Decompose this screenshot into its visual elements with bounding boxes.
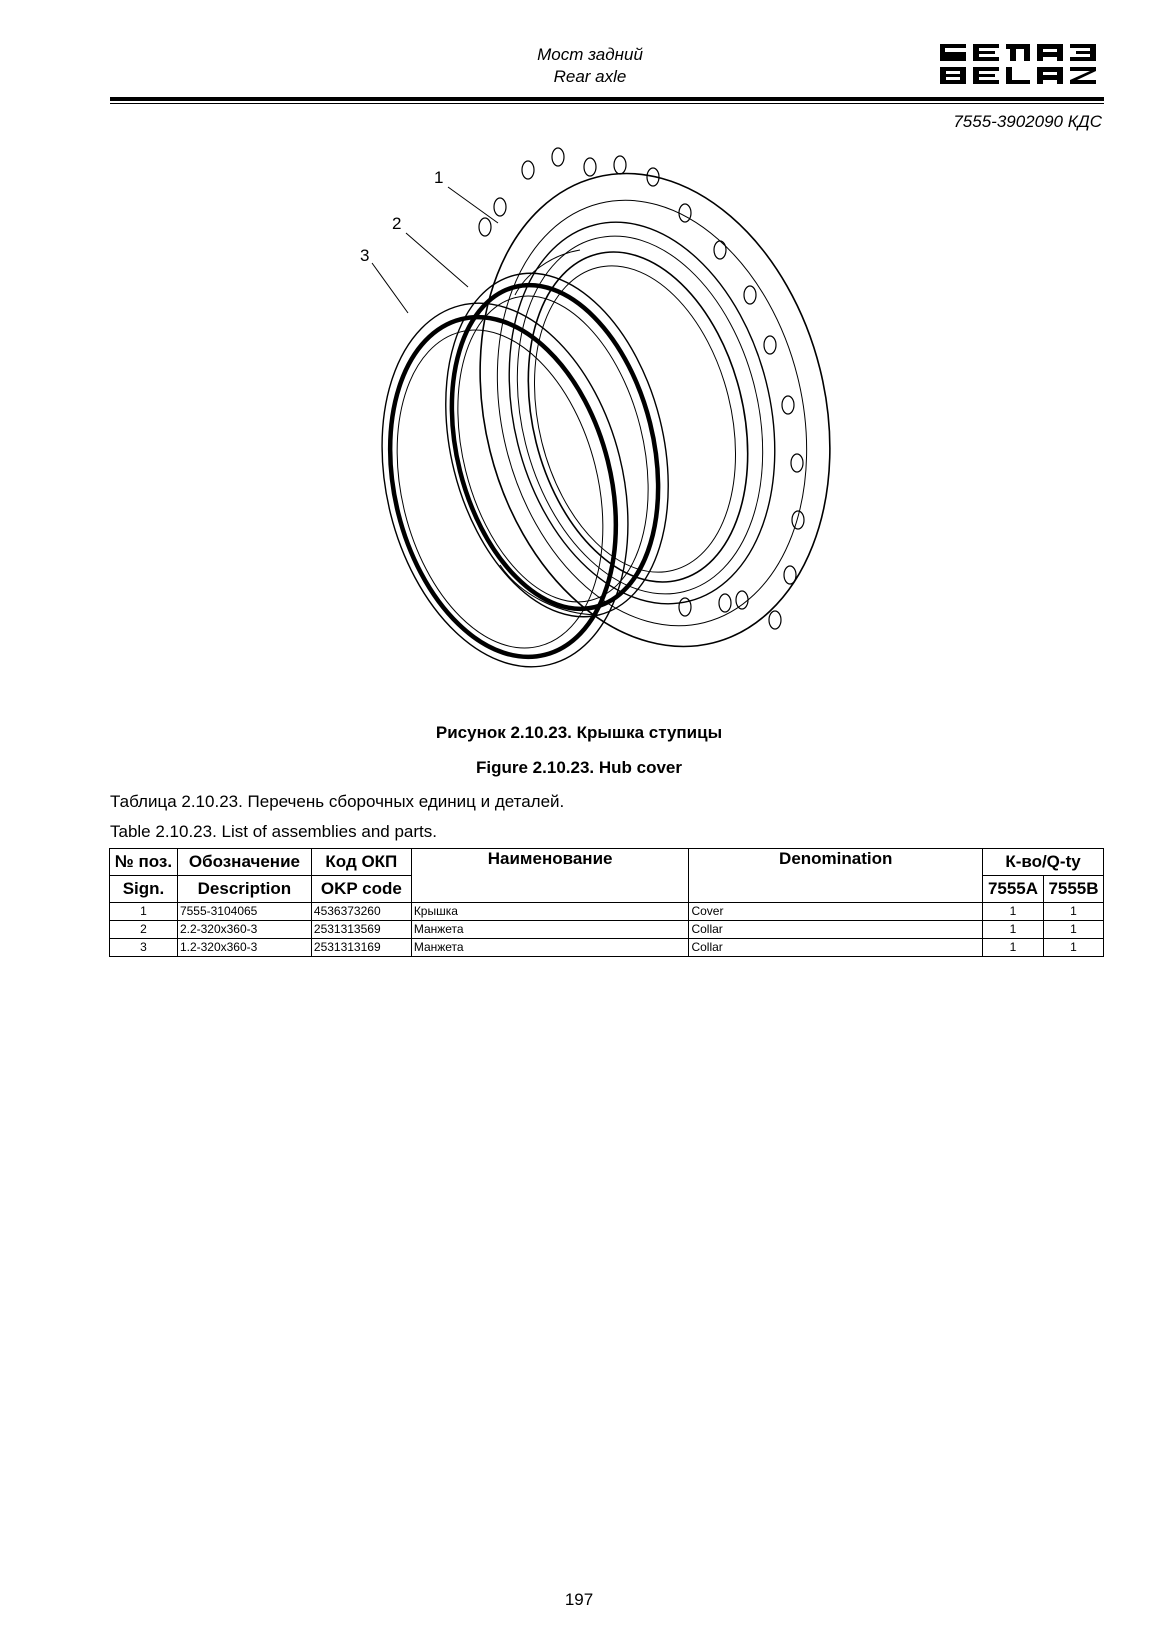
header-okp-en: OKP code bbox=[311, 876, 411, 903]
table-caption-en: Table 2.10.23. List of assemblies and parts. bbox=[110, 822, 437, 841]
cell-designation: 2.2-320x360-3 bbox=[177, 921, 311, 939]
cell-designation: 7555-3104065 bbox=[177, 903, 311, 921]
cell-okp: 4536373260 bbox=[311, 903, 411, 921]
cell-name-ru: Крышка bbox=[411, 903, 689, 921]
table-caption-ru: Таблица 2.10.23. Перечень сборочных единиц и деталей. bbox=[110, 792, 565, 811]
hub-cover-drawing bbox=[350, 145, 870, 685]
header-name-en: Denomination bbox=[689, 849, 983, 903]
cell-pos: 2 bbox=[110, 921, 178, 939]
callout-2: 2 bbox=[392, 214, 402, 233]
table-row bbox=[110, 939, 1104, 957]
document-code: 7555-3902090 КДС bbox=[953, 112, 1102, 131]
cell-qty-a: 1 bbox=[983, 939, 1044, 957]
parts-table bbox=[109, 848, 1104, 957]
cell-okp: 2531313569 bbox=[311, 921, 411, 939]
hub-cover-flange bbox=[432, 145, 870, 684]
header-title-en: Rear axle bbox=[553, 67, 627, 86]
cell-name-ru: Манжета bbox=[411, 939, 689, 957]
figure-caption-ru: Рисунок 2.10.23. Крышка ступицы bbox=[435, 723, 723, 742]
header-qty-a: 7555A bbox=[983, 876, 1044, 903]
cell-qty-b: 1 bbox=[1043, 903, 1103, 921]
header-pos-ru: № поз. bbox=[110, 849, 178, 876]
callout-1: 1 bbox=[434, 168, 444, 187]
belaz-logo-ru bbox=[940, 44, 1096, 61]
header-designation-en: Description bbox=[177, 876, 311, 903]
header-title-ru: Мост задний bbox=[537, 45, 643, 64]
header-pos-en: Sign. bbox=[110, 876, 178, 903]
table-row bbox=[110, 903, 1104, 921]
cell-name-ru: Манжета bbox=[411, 921, 689, 939]
page-number: 197 bbox=[564, 1590, 594, 1609]
belaz-logo bbox=[940, 44, 1102, 88]
cell-designation: 1.2-320x360-3 bbox=[177, 939, 311, 957]
cell-okp: 2531313169 bbox=[311, 939, 411, 957]
header-name-ru: Наименование bbox=[411, 849, 689, 903]
callout-leaders bbox=[372, 187, 498, 313]
header-okp-ru: Код ОКП bbox=[311, 849, 411, 876]
figure-caption-en: Figure 2.10.23. Hub cover bbox=[476, 758, 682, 777]
cell-qty-a: 1 bbox=[983, 903, 1044, 921]
header-qty-b: 7555B bbox=[1043, 876, 1103, 903]
belaz-logo-en bbox=[940, 67, 1096, 84]
table-row bbox=[110, 921, 1104, 939]
cell-name-en: Cover bbox=[689, 903, 983, 921]
cell-qty-b: 1 bbox=[1043, 921, 1103, 939]
cell-pos: 1 bbox=[110, 903, 178, 921]
collar-3 bbox=[350, 277, 664, 685]
header-rule-thick bbox=[110, 97, 1104, 101]
header-designation-ru: Обозначение bbox=[177, 849, 311, 876]
cell-qty-a: 1 bbox=[983, 921, 1044, 939]
header-qty: К-во/Q-ty bbox=[983, 849, 1104, 876]
table-header-row bbox=[110, 849, 1104, 876]
cell-pos: 3 bbox=[110, 939, 178, 957]
callout-3: 3 bbox=[360, 246, 370, 265]
cell-qty-b: 1 bbox=[1043, 939, 1103, 957]
header-rule-thin bbox=[110, 103, 1104, 104]
cell-name-en: Collar bbox=[689, 921, 983, 939]
cell-name-en: Collar bbox=[689, 939, 983, 957]
